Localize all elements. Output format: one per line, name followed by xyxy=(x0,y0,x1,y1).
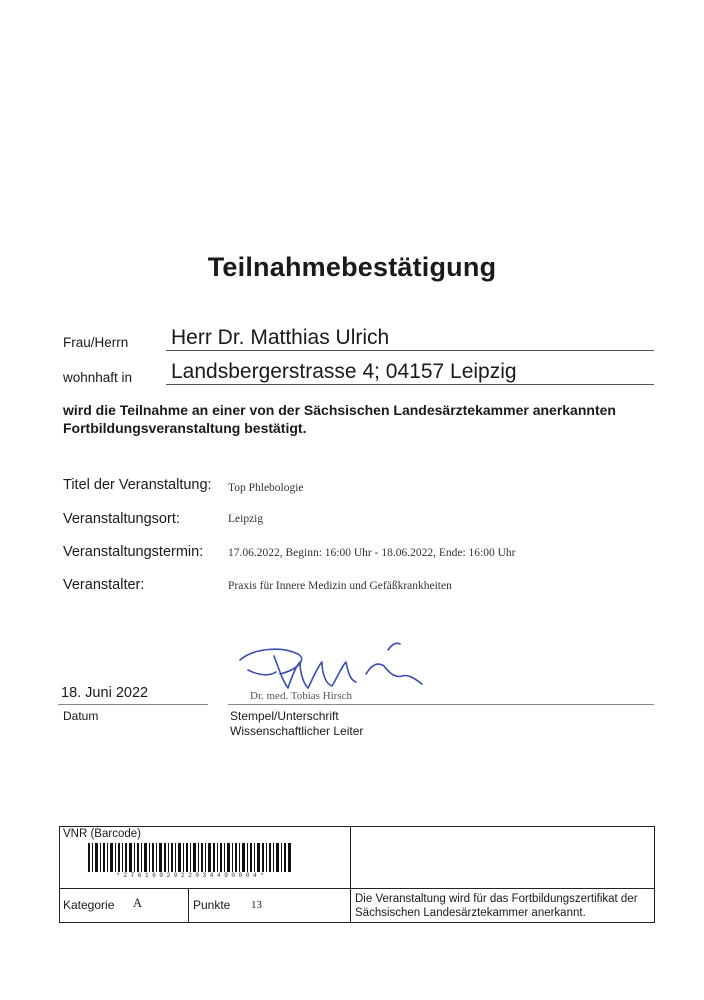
vnr-label: VNR (Barcode) xyxy=(63,828,141,840)
detail-value-title: Top Phlebologie xyxy=(228,482,304,494)
detail-label-date: Veranstaltungstermin: xyxy=(63,544,204,560)
date-underline xyxy=(58,704,208,705)
name-underline xyxy=(166,350,654,351)
confirmation-statement xyxy=(63,401,663,437)
stamp-label-line-2: Wissenschaftlicher Leiter xyxy=(230,724,364,738)
detail-value-organizer: Praxis für Innere Medizin und Gefäßkrankheiten xyxy=(228,580,452,592)
page-title: Teilnahmebestätigung xyxy=(207,252,497,282)
address-underline xyxy=(166,384,654,385)
footer-divider-horizontal xyxy=(59,888,655,889)
recognition-line-1: Die Veranstaltung wird für das Fortbildungszertifikat der xyxy=(355,893,638,905)
footer-divider-vertical xyxy=(350,826,351,923)
recipient-name: Herr Dr. Matthias Ulrich xyxy=(171,326,390,349)
detail-label-title: Titel der Veranstaltung: xyxy=(63,477,212,493)
stamp-label-line-1: Stempel/Unterschrift xyxy=(230,709,339,723)
footer-divider-kat-punkte xyxy=(188,888,189,923)
date-label: Datum xyxy=(63,709,99,723)
handwritten-signature xyxy=(236,636,436,698)
signer-name: Dr. med. Tobias Hirsch xyxy=(250,690,352,702)
punkte-value: 13 xyxy=(251,899,262,911)
recognition-line-2: Sächsischen Landesärztekammer anerkannt. xyxy=(355,907,586,919)
residence-label: wohnhaft in xyxy=(63,370,133,385)
recipient-address: Landsbergerstrasse 4; 04157 Leipzig xyxy=(171,360,517,383)
detail-value-location: Leipzig xyxy=(228,513,264,525)
punkte-label: Punkte xyxy=(193,898,231,912)
kategorie-label: Kategorie xyxy=(63,898,115,912)
detail-label-organizer: Veranstalter: xyxy=(63,577,145,593)
salutation-label: Frau/Herrn xyxy=(63,335,129,350)
stamp-label xyxy=(230,709,363,739)
statement-line-1: wird die Teilnahme an einer von der Sächsischen Landesärztekammer anerkannten xyxy=(63,402,616,418)
statement-line-2: Fortbildungsveranstaltung bestätigt. xyxy=(63,420,307,436)
signature-date: 18. Juni 2022 xyxy=(61,685,149,701)
signature-underline xyxy=(228,704,654,705)
kategorie-value: A xyxy=(133,896,143,910)
barcode-icon xyxy=(88,843,292,872)
recognition-note xyxy=(355,892,638,920)
barcode-number: * 2 7 6 1 6 0 2 0 2 2 0 3 4 4 9 0 0 0 4 * xyxy=(116,872,264,879)
detail-value-date: 17.06.2022, Beginn: 16:00 Uhr - 18.06.2022, Ende: 16:00 Uhr xyxy=(228,547,516,559)
detail-label-location: Veranstaltungsort: xyxy=(63,511,180,527)
